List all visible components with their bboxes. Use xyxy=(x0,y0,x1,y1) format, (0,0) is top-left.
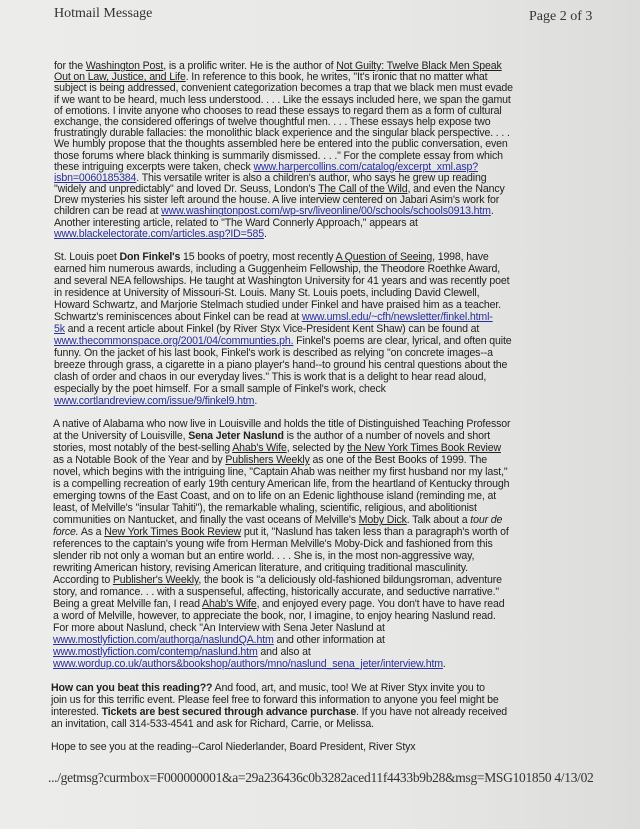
text-segment: those forums where black thinking is summarily dismissed. . . ." For the complete essay from which xyxy=(54,149,503,162)
paragraph-signoff xyxy=(51,741,415,753)
text-segment: is the author of a number of novels and short xyxy=(283,430,491,442)
hyperlink[interactable]: www.mostlyfiction.com/authorqa/naslundQA.htm xyxy=(53,634,274,646)
text-segment: least, of Melville's "insular Tahiti"), the remarkable whaling, scientific, religious, and abolitionist xyxy=(53,502,477,514)
text-segment: Howard Schwartz, and Marjorie Stelmach studied under Finkel and have praised him as a teacher. xyxy=(54,299,501,311)
text-line xyxy=(53,454,510,466)
text-segment: an invitation, call 314-533-4541 and ask for Richard, Carrie, or Melissa. xyxy=(51,718,374,730)
bold-text: Don Finkel's xyxy=(119,251,181,263)
title-reference: New York Times Book Review xyxy=(104,526,242,538)
text-line xyxy=(53,634,510,646)
text-segment: . xyxy=(490,205,494,218)
text-segment: , is a prolific writer. He is the author of xyxy=(163,60,337,72)
text-segment: interested. xyxy=(51,706,102,718)
text-segment: novel, which begins with the intriguing line, "Captain Ahab was neither my first husband nor my last," xyxy=(53,466,508,478)
text-segment: a word of Melville, however, to appreciate the book, nor, I imagine, to enjoy hearing Naslund read. xyxy=(53,610,496,622)
text-line xyxy=(54,299,512,311)
text-segment: "widely and unpredictably" and loved Dr. Seuss, London's xyxy=(54,183,319,196)
text-line xyxy=(53,658,510,670)
text-segment: at the University of Louisville, xyxy=(53,430,189,442)
italic-text: tour de xyxy=(470,514,503,526)
text-segment: Schwartz's reminiscences about Finkel can be read at xyxy=(54,311,302,323)
text-line xyxy=(53,442,510,454)
text-line xyxy=(53,598,510,610)
text-line xyxy=(53,490,510,502)
text-segment: subject is being addressed, convenient categorization becomes a trap that we black men must evade xyxy=(54,82,513,95)
text-segment: , the book is "a deliciously old-fashioned bildungsroman, adventure xyxy=(198,574,502,586)
hyperlink[interactable]: www.washingtonpost.com/wp-srv/liveonline/00/schools/schools0913.htm xyxy=(161,205,491,218)
text-segment: rewriting American history, revising American literature, and critiquing traditional masculinity. xyxy=(53,562,468,574)
text-segment: is a compelling recreation of early 19th century American life, from the heartland of Kentucky through xyxy=(53,478,510,490)
hyperlink[interactable]: www.harpercollins.com/catalog/excerpt_xml.asp? xyxy=(253,160,478,173)
text-segment: these intriguing excerpts were taken, check xyxy=(54,160,254,173)
text-line xyxy=(53,538,510,550)
hyperlink[interactable]: www.umsl.edu/~cfh/newsletter/finkel.html- xyxy=(301,311,493,323)
text-segment: , and even the Nancy xyxy=(407,183,505,196)
text-segment: earned him numerous awards, including a Guggenheim Fellowship, the Theodore Roethke Award, xyxy=(54,263,501,275)
text-segment: . This versatile writer is also a children's author, who says he grew up reading xyxy=(136,171,487,184)
text-line xyxy=(54,347,512,359)
title-reference: Ahab's Wife xyxy=(232,442,287,454)
hyperlink[interactable]: www.thecommonspace.org/2001/04/communties.ph. xyxy=(54,335,294,347)
text-segment: of emotions. I invite anyone who chooses to read these essays to regard them as a form of cultural xyxy=(54,104,502,117)
text-segment: join us for this terrific event. Please feel free to forward this information to anyone you feel might be xyxy=(51,694,499,706)
text-segment: emerging towns of the East Coast, and on to life on an Edenic lighthouse island (reminding me, at xyxy=(53,490,497,502)
text-line xyxy=(54,251,512,263)
text-line xyxy=(53,550,510,562)
paragraph-sena-jeter-naslund xyxy=(53,418,510,670)
text-segment: breeze through grass, a cigarette in a piano player's hand--to ground his central questions about the xyxy=(54,359,508,371)
text-segment: St. Louis poet xyxy=(54,251,120,263)
text-line xyxy=(54,383,512,395)
text-line xyxy=(54,395,512,407)
hyperlink[interactable]: www.wordup.co.uk/authors&bookshop/authors/mno/naslund_sena_jeter/interview.htm xyxy=(53,658,443,670)
title-reference: A Question of Seeing xyxy=(335,251,433,263)
text-segment: According to xyxy=(53,574,113,586)
text-segment: and also at xyxy=(257,646,311,658)
text-segment: , selected by xyxy=(286,442,348,454)
text-segment: references to the captain's young wife from Herman Melville's Moby-Dick and fashioned from this xyxy=(53,538,493,550)
paragraph-jabari-asim xyxy=(54,61,513,240)
title-reference: Publisher's Weekly xyxy=(112,574,199,586)
text-segment: We humbly propose that the thoughts assembled here be entered into the public conversation, even xyxy=(54,138,508,151)
text-line xyxy=(53,562,510,574)
text-segment: put it, "Naslund has taken less than a paragraph's worth of xyxy=(241,526,509,538)
text-segment: as a Notable Book of the Year and by xyxy=(53,454,226,466)
text-segment: clash of order and chaos in our everyday lives." This is work that is a delight to hear read aloud, xyxy=(54,371,487,383)
text-segment: Another interesting article, related to "The Ward Connerly Approach," appears at xyxy=(54,216,418,229)
text-segment: As a xyxy=(78,526,105,538)
text-segment: A native of Alabama who now live in Louisville and holds the title of Distinguished Teaching Professor xyxy=(53,418,511,430)
text-segment: Hope to see you at the reading--Carol Niederlander, Board President, River Styx xyxy=(51,741,416,753)
text-segment: . xyxy=(254,395,258,407)
hyperlink[interactable]: www.cortlandreview.com/issue/9/finkel9.htm xyxy=(54,395,255,407)
paragraph-don-finkel xyxy=(54,251,512,407)
text-segment: for the xyxy=(54,60,86,72)
text-segment: funny. On the jacket of his last book, Finkel's work is described as relying "on concrete images--a xyxy=(54,347,493,359)
text-segment: slender rib not only a woman but an entire world. . . . She is, in the most non-aggressive way, xyxy=(53,550,475,562)
text-line xyxy=(53,586,510,598)
title-reference: the New York Times Book Review xyxy=(347,442,501,454)
text-segment: as one of the Best Books of 1999. The xyxy=(309,454,487,466)
text-line xyxy=(54,263,512,275)
text-line xyxy=(53,514,510,526)
text-segment: Drew mysteries his sister left around the house. A live interview centered on Jabari Asim's work for xyxy=(54,194,500,207)
text-line xyxy=(53,466,510,478)
text-line xyxy=(53,502,510,514)
text-line xyxy=(51,741,415,753)
text-segment: Finkel's poems are clear, lyrical, and often quite xyxy=(293,335,512,347)
text-segment: And food, art, and music, too! We at River Styx invite you to xyxy=(212,682,485,694)
title-reference: Out on Law, Justice, and Life xyxy=(54,71,186,84)
paragraph-invitation xyxy=(51,682,507,730)
text-segment: stories, most notably of the best-selling xyxy=(53,442,233,454)
text-segment: . xyxy=(263,227,267,240)
text-line xyxy=(54,359,512,371)
bold-text: Sena Jeter Naslund xyxy=(188,430,284,442)
text-segment: and several NEA fellowships. He taught at Washington University for 41 years and was recently poet xyxy=(54,275,510,287)
text-segment: story, and romance. . . with a suspenseful, affecting, historically accurate, and seductive narrative." xyxy=(53,586,500,598)
text-segment: , and enjoyed every page. You don't have to have read xyxy=(256,598,505,610)
text-line xyxy=(53,526,510,538)
text-line xyxy=(54,311,512,323)
footer-url: .../getmsg?curmbox=F000000001&a=29a236436c0b3282aced11f4433b9b28&msg=MSG101850 4/13/02 xyxy=(48,770,594,785)
text-line xyxy=(54,275,512,287)
title-reference: Moby Dick xyxy=(358,514,407,526)
text-segment: . In reference to this book, he writes, "It's ironic that no matter what xyxy=(185,71,488,84)
text-segment: Being a great Melville fan, I read xyxy=(53,598,203,610)
text-segment: exchange, the considered offerings of twelve thoughtful men. . . . These essays help expose two xyxy=(54,115,491,128)
text-segment: especially by the poet himself. For a small sample of Finkel's work, check xyxy=(54,383,386,395)
title-reference: Washington Post xyxy=(85,60,164,72)
text-segment: communities on Nantucket, and finally the vast oceans of Melville's xyxy=(53,514,359,526)
text-line xyxy=(53,430,510,442)
text-segment: and other information at xyxy=(273,634,385,646)
text-segment: 15 books of poetry, most recently xyxy=(180,251,336,263)
text-segment: For more about Naslund, check "An Interview with Sena Jeter Naslund at xyxy=(53,622,385,634)
title-reference: Not Guilty: Twelve Black Men Speak xyxy=(336,60,502,72)
text-line xyxy=(53,418,510,430)
text-line xyxy=(54,229,513,240)
text-line xyxy=(54,287,512,299)
text-line xyxy=(53,646,510,658)
title-reference: Publishers Weekly xyxy=(225,454,310,466)
text-line xyxy=(51,694,507,706)
text-segment: , 1998, have xyxy=(432,251,489,263)
text-line xyxy=(54,323,512,335)
page-number: Page 2 of 3 xyxy=(529,9,593,24)
hyperlink[interactable]: 5k xyxy=(54,323,65,335)
text-line xyxy=(54,335,512,347)
text-segment: . xyxy=(442,658,446,670)
text-segment: and a recent article about Finkel (by River Styx Vice-President Kent Shaw) can be found at xyxy=(64,323,480,335)
text-line xyxy=(53,478,510,490)
text-segment: in residence at University of Missouri-St. Louis. Many St. Louis poets, including David Clewell, xyxy=(54,287,480,299)
header-title: Hotmail Message xyxy=(54,6,153,21)
text-line xyxy=(54,371,512,383)
bold-text: How can you beat this reading?? xyxy=(51,682,213,694)
title-reference: Ahab's Wife xyxy=(202,598,257,610)
text-line xyxy=(53,610,510,622)
hyperlink[interactable]: isbn=0060185384 xyxy=(54,171,137,184)
text-segment: frustratingly durable fallacies: the monolithic black experience and the singular black perspective. . . . xyxy=(54,127,510,140)
bold-text: Tickets are best secured through advance purchase xyxy=(101,706,357,718)
text-line xyxy=(53,622,510,634)
text-line xyxy=(51,718,507,730)
italic-text: force. xyxy=(53,526,79,538)
text-segment: if we want to be heard, much less understood. . . . Like the essays included here, we span the gamut xyxy=(54,93,511,106)
hyperlink[interactable]: www.mostlyfiction.com/contemp/naslund.htm xyxy=(53,646,258,658)
text-line xyxy=(51,682,507,694)
title-reference: The Call of the Wild xyxy=(318,183,408,196)
hyperlink[interactable]: www.blackelectorate.com/articles.asp?ID=585 xyxy=(54,227,264,240)
text-segment: . If you have not already received xyxy=(356,706,508,718)
text-line xyxy=(53,574,510,586)
text-segment: children can be read at xyxy=(54,205,162,218)
text-line xyxy=(51,706,507,718)
text-segment: . Talk about a xyxy=(406,514,471,526)
